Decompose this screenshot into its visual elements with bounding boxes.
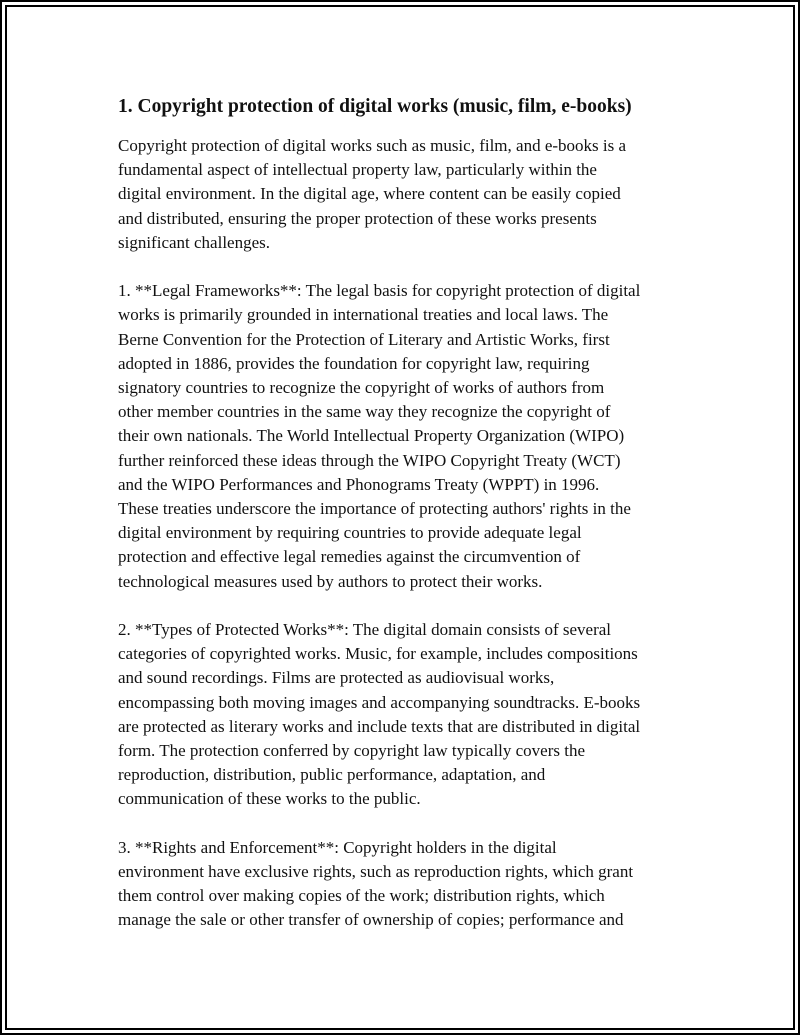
text-line: them control over making copies of the work; distribution rights, which: [118, 886, 605, 906]
text-line: and the WIPO Performances and Phonograms Treaty (WPPT) in 1996.: [118, 474, 600, 494]
text-line: These treaties underscore the importance of protecting authors' rights in the: [118, 499, 631, 519]
text-line: significant challenges.: [118, 232, 271, 252]
text-line: environment have exclusive rights, such as reproduction rights, which grant: [118, 862, 634, 882]
text-line: form. The protection conferred by copyright law typically covers the: [118, 741, 586, 761]
text-line: and distributed, ensuring the proper protection of these works presents: [118, 208, 597, 228]
text-line: protection and effective legal remedies against the circumvention of: [118, 547, 581, 567]
text-line: are protected as literary works and include texts that are distributed in digital: [118, 716, 641, 736]
document-page: [118, 94, 698, 957]
text-line: works is primarily grounded in international treaties and local laws. The: [118, 305, 609, 325]
paragraph-protected-works: [118, 618, 698, 812]
section-heading: 1. Copyright protection of digital works (music, film, e-books): [118, 96, 632, 117]
text-line: reproduction, distribution, public performance, adaptation, and: [118, 765, 546, 785]
paragraph-rights-enforcement: [118, 836, 698, 933]
text-line: their own nationals. The World Intellectual Property Organization (WIPO): [118, 426, 625, 446]
text-line: signatory countries to recognize the copyright of works of authors from: [118, 378, 605, 398]
text-line: Copyright protection of digital works such as music, film, and e-books is a: [118, 136, 627, 155]
text-line: 3. **Rights and Enforcement**: Copyright holders in the digital: [118, 837, 557, 857]
text-line: 2. **Types of Protected Works**: The digital domain consists of several: [118, 620, 612, 640]
text-line: digital environment. In the digital age, where content can be easily copied: [118, 184, 621, 204]
paragraph-legal-frameworks: [118, 279, 698, 594]
text-line: adopted in 1886, provides the foundation for copyright law, requiring: [118, 353, 590, 373]
paragraph-intro: [118, 134, 698, 255]
text-line: other member countries in the same way they recognize the copyright of: [118, 402, 611, 422]
text-line: fundamental aspect of intellectual property law, particularly within the: [118, 160, 597, 180]
text-line: manage the sale or other transfer of ownership of copies; performance and: [118, 910, 624, 930]
text-line: and sound recordings. Films are protected as audiovisual works,: [118, 668, 555, 688]
text-line: communication of these works to the public.: [118, 789, 421, 809]
text-line: technological measures used by authors to protect their works.: [118, 571, 543, 591]
text-line: further reinforced these ideas through the WIPO Copyright Treaty (WCT): [118, 450, 621, 470]
text-line: encompassing both moving images and accompanying soundtracks. E-books: [118, 692, 641, 712]
text-line: categories of copyrighted works. Music, for example, includes compositions: [118, 644, 638, 664]
text-line: digital environment by requiring countries to provide adequate legal: [118, 523, 582, 543]
text-line: Berne Convention for the Protection of Literary and Artistic Works, first: [118, 329, 610, 349]
text-line: 1. **Legal Frameworks**: The legal basis for copyright protection of digital: [118, 281, 641, 301]
